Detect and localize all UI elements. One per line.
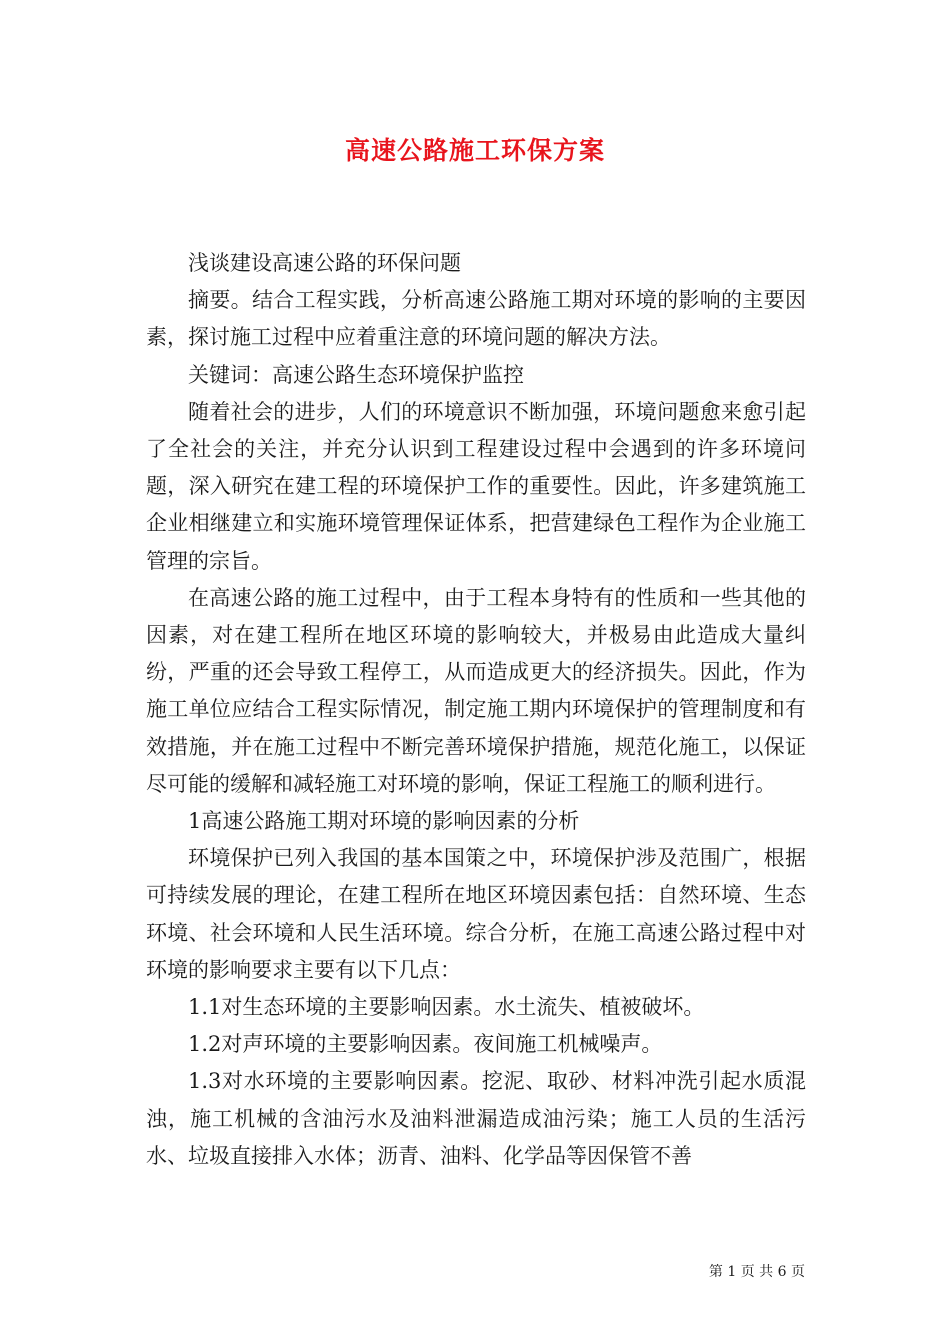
paragraph-section-1: 环境保护已列入我国的基本国策之中，环境保护涉及范围广，根据可持续发展的理论，在建工程所在地区环境因素包括：自然环境、生态环境、社会环境和人民生活环境。综合分析，在施工高速公路过程中对环境的影响要求主要有以下几点： [146, 846, 806, 982]
paragraph-abstract: 摘要。结合工程实践，分析高速公路施工期对环境的影响的主要因素，探讨施工过程中应着重注意的环境问题的解决方法。 [146, 288, 806, 350]
document-body [146, 245, 806, 1175]
page-number: 第 1 页 共 6 页 [708, 1264, 805, 1280]
paragraph-context: 在高速公路的施工过程中，由于工程本身特有的性质和一些其他的因素，对在建工程所在地区环境的影响较大，并极易由此造成大量纠纷，严重的还会导致工程停工，从而造成更大的经济损失。因此，作为施工单位应结合工程实际情况，制定施工期内环境保护的管理制度和有效措施，并在施工过程中不断完善环境保护措施，规范化施工，以保证尽可能的缓解和减轻施工对环境的影响，保证工程施工的顺利进行。 [146, 585, 806, 796]
paragraph-1-3: 1.3对水环境的主要影响因素。挖泥、取砂、材料冲洗引起水质混浊，施工机械的含油污水及油料泄漏造成油污染；施工人员的生活污水、垃圾直接排入水体；沥青、油料、化学品等因保管不善 [146, 1069, 806, 1168]
paragraph-intro: 随着社会的进步，人们的环境意识不断加强，环境问题愈来愈引起了全社会的关注，并充分认识到工程建设过程中会遇到的许多环境问题，深入研究在建工程的环境保护工作的重要性。因此，许多建筑施工企业相继建立和实施环境管理保证体系，把营建绿色工程作为企业施工管理的宗旨。 [146, 399, 806, 573]
paragraph-1-2: 1.2对声环境的主要影响因素。夜间施工机械噪声。 [188, 1032, 663, 1057]
paragraph-keywords: 关键词：高速公路生态环境保护监控 [188, 362, 524, 387]
paragraph-subtitle: 浅谈建设高速公路的环保问题 [188, 251, 461, 275]
section-heading-1: 1高速公路施工期对环境的影响因素的分析 [188, 809, 580, 834]
document-title: 高速公路施工环保方案 [344, 136, 605, 165]
paragraph-1-1: 1.1对生态环境的主要影响因素。水土流失、植被破坏。 [188, 995, 705, 1020]
